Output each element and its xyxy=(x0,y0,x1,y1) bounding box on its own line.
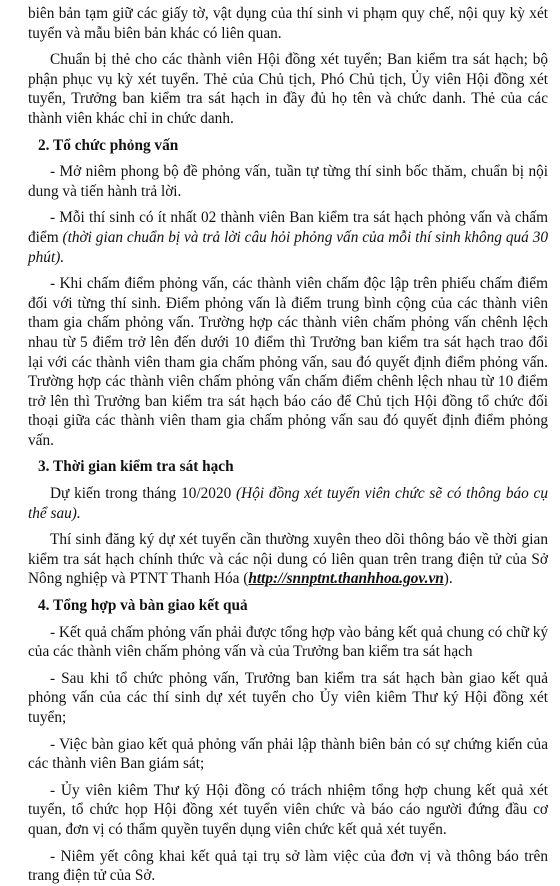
section-3-paragraph-2-end: ). xyxy=(443,570,453,588)
section-2-item-3 xyxy=(28,274,548,450)
section-2-item-2 xyxy=(28,208,548,267)
section-2-item-1-text: - Mở niêm phong bộ đề phỏng vấn, tuần tự từng thí sinh bốc thăm, chuẩn bị nội dung và tiến hành trả lời. xyxy=(28,163,548,200)
website-link[interactable]: http://snnptnt.thanhhoa.gov.vn xyxy=(248,570,444,588)
section-3-heading: 3. Thời gian kiểm tra sát hạch xyxy=(38,458,234,476)
badges-text: Chuẩn bị thẻ cho các thành viên Hội đồng xét tuyển; Ban kiểm tra sát hạch; bộ phận phục vụ kỳ xét tuyển. Thẻ của Chủ tịch, Phó Chủ tịch, Ủy viên Hội đồng xét tuyển, Trưởng ban kiểm tra sát hạch in đầy đủ họ tên và chức danh. Thẻ của các thành viên khác chỉ in chức danh. xyxy=(28,51,548,127)
section-2-item-1 xyxy=(28,162,548,201)
section-4-item-2-text: - Sau khi tổ chức phỏng vấn, Trưởng ban kiểm tra sát hạch bàn giao kết quả phỏng vấn của các thí sinh dự xét tuyển cho Ủy viên kiêm Thư ký Hội đồng xét tuyển; xyxy=(28,669,548,726)
section-4-item-4 xyxy=(28,781,548,840)
section-2-item-3-text: - Khi chấm điểm phỏng vấn, các thành viên chấm độc lập trên phiếu chấm điểm đối với từng thí sinh. Điểm phỏng vấn là điểm trung bình cộng của các thành viên tham gia chấm phỏng vấn. Trường hợp các thành viên chấm phỏng vấn chênh lệch nhau từ 5 điểm trở lên đến dưới 10 điểm thì Trưởng ban kiểm tra sát hạch trao đổi lại với các thành viên tham gia chấm phỏng vấn, sau đó quyết định điểm phỏng vấn. Trường hợp các thành viên chấm phỏng vấn chấm điểm chênh lệch nhau từ 10 điểm trở lên thì Trưởng ban kiểm tra sát hạch báo cáo để Chủ tịch Hội đồng tổ chức đối thoại giữa các thành viên tham gia chấm phỏng vấn sau đó quyết định điểm phỏng vấn. xyxy=(28,275,548,449)
section-3-paragraph-2 xyxy=(28,530,548,589)
section-2-item-2-text: - Mỗi thí sinh có ít nhất 02 thành viên Ban kiểm tra sát hạch phỏng vấn và chấm điểm xyxy=(28,209,548,246)
section-3-paragraph-1 xyxy=(28,484,548,523)
section-4-item-2 xyxy=(28,669,548,728)
section-3-paragraph-1-text: Dự kiến trong tháng 10/2020 xyxy=(50,485,237,503)
section-4-item-5-text: - Niêm yết công khai kết quả tại trụ sở làm việc của đơn vị và thông báo trên trang điện tử của Sở. xyxy=(28,847,548,885)
intro-paragraph-continued xyxy=(28,4,548,43)
section-4-item-1 xyxy=(28,623,548,662)
section-4-item-4-text: - Ủy viên kiêm Thư ký Hội đồng có trách nhiệm tổng hợp chung kết quả xét tuyển, tổ chức họp Hội đồng xét tuyển viên chức và báo cáo người đứng đầu cơ quan, đơn vị có thẩm quyền tuyển dụng viên chức kết quả xét tuyển. xyxy=(28,781,548,838)
section-4-item-3 xyxy=(28,735,548,774)
intro-paragraph-badges xyxy=(28,50,548,128)
intro-text: biên bản tạm giữ các giấy tờ, vật dụng của thí sinh vi phạm quy chế, nội quy kỳ xét tuyển và mẫu biên bản khác có liên quan. xyxy=(28,5,548,42)
section-4-heading: 4. Tổng hợp và bàn giao kết quả xyxy=(38,597,248,615)
section-2-heading: 2. Tổ chức phỏng vấn xyxy=(38,136,179,154)
section-3-paragraph-2-text: Thí sinh đăng ký dự xét tuyển cần thường xuyên theo dõi thông báo về thời gian kiểm tra sát hạch chính thức và các nội dung có liên quan trên trang điện tử của Sở Nông nghiệp và PTNT Thanh Hóa ( xyxy=(28,531,548,588)
section-4-item-3-text: - Việc bàn giao kết quả phỏng vấn phải lập thành biên bản có sự chứng kiến của các thành viên Ban giám sát; xyxy=(28,735,548,773)
section-4-item-5 xyxy=(28,847,548,886)
section-3-paragraph-1-note: (Hội đồng xét tuyển viên chức sẽ có thông báo cụ thể sau). xyxy=(28,485,548,522)
section-4-item-1-text: - Kết quả chấm phỏng vấn phải được tổng hợp vào bảng kết quả chung có chữ ký của các thành viên chấm phỏng vấn và của Trưởng ban kiểm tra sát hạch xyxy=(28,623,548,661)
section-2-item-2-note: (thời gian chuẩn bị và trả lời câu hỏi phỏng vấn của mỗi thí sinh không quá 30 phút). xyxy=(28,228,548,266)
